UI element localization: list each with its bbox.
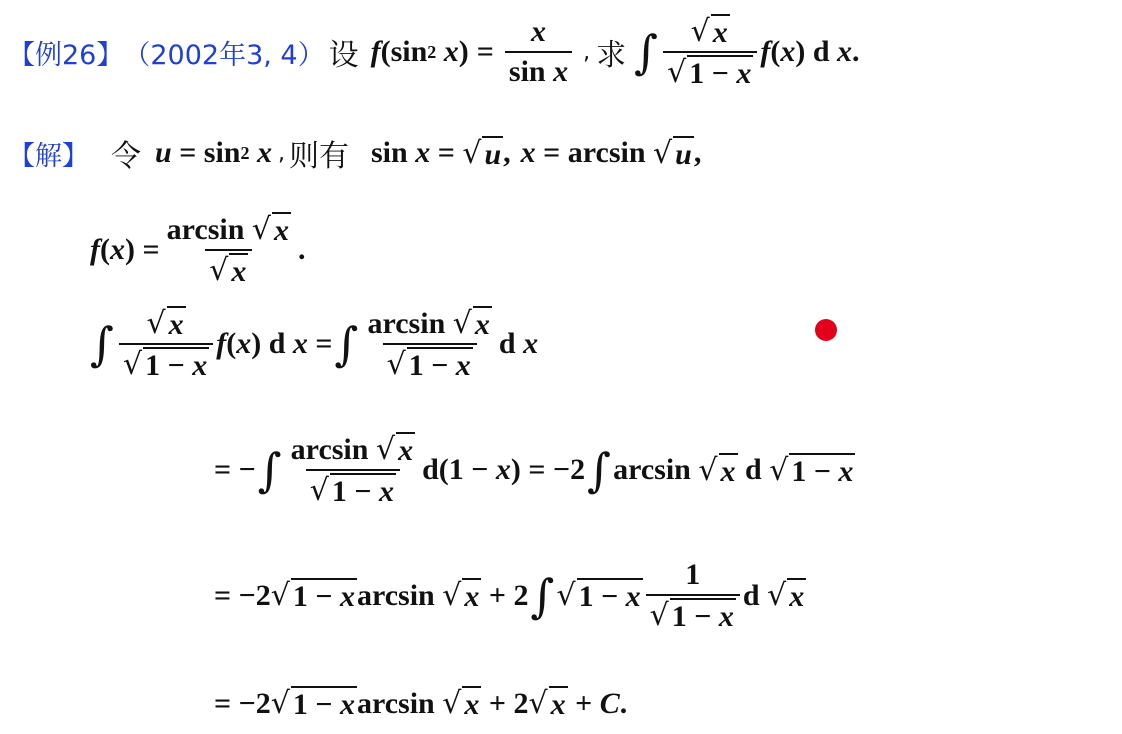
fraction-x-over-sinx: $\frac{x}{\text{sin x}}$ (505, 15, 572, 89)
integral-step-2: = − ∫ arcsin √ x √ 1 − x d ( 1 − x ) = −2 ∫ arcsin √ x d √ 1 − x (214, 432, 854, 508)
integral-step-3: = − 2 √ 1 − x arcsin √ x + 2 ∫ √ 1 − x 1 √ 1 − x d √ x (214, 558, 805, 633)
source-label: （2002年3, 4） (123, 39, 325, 71)
problem-statement: 【例26】 （2002年3, 4） 设 f ( sin 2 x ) = $\frac{x}{\text{sin x}}$ , 求 ∫ √ x √ 1 − x f ( x ) d x . (8, 14, 860, 90)
pointer-marker (815, 319, 837, 341)
fraction-sqrtx-over-sqrt1mx: √ x √ 1 − x (663, 14, 757, 90)
let-word: 设 (328, 38, 359, 73)
solution-tag: 【解】 (8, 140, 89, 172)
find-word: 求 (596, 38, 627, 73)
integral-sign: ∫ (634, 25, 659, 79)
fx-formula: f ( x ) = arcsin √ x √ x . (90, 212, 306, 288)
integral-step-1: ∫ √ x √ 1 − x f ( x ) d x = ∫ arcsin √ x √ 1 − x d x (90, 306, 539, 382)
example-tag: 【例26】 (8, 39, 124, 71)
solution-substitution: 【解】 令 u = sin 2 x , 则有 sin x = √ u , x = arcsin √ u , (8, 135, 702, 174)
final-result: = −2 √ 1 − x arcsin √ x + 2 √ x + C . (214, 686, 628, 721)
